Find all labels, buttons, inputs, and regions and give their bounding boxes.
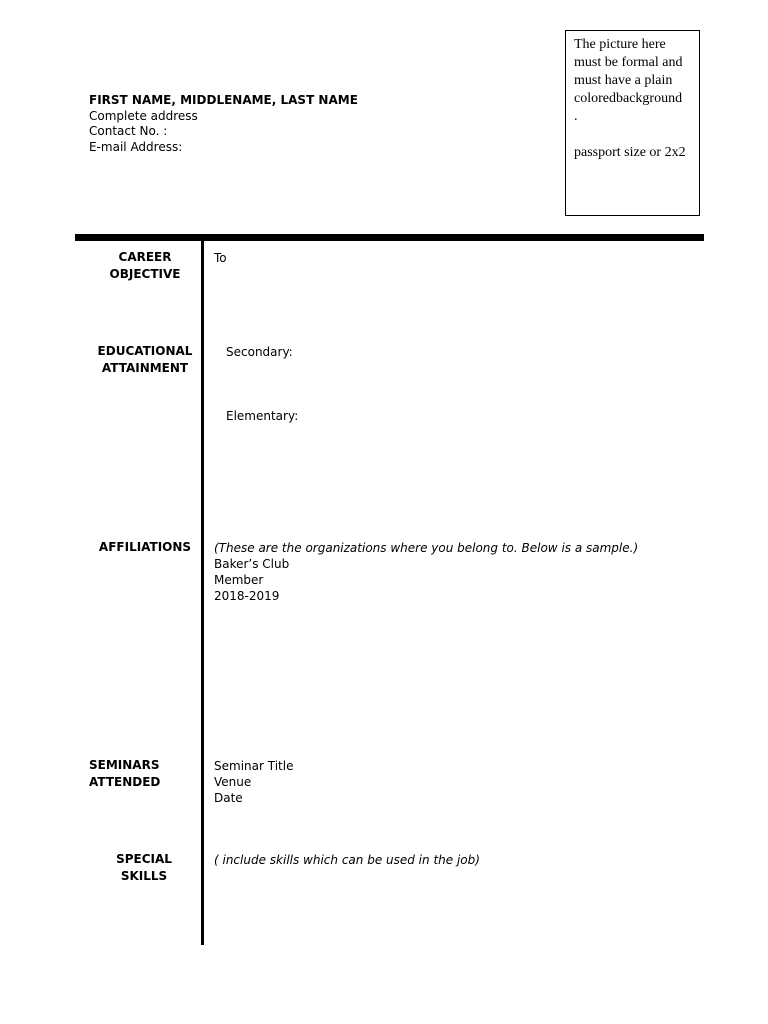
educational-attainment-label: EDUCATIONAL ATTAINMENT [97, 344, 193, 375]
seminar-title: Seminar Title [214, 759, 294, 773]
photo-instructions: The picture here must be formal and must have a plain coloredbackground [574, 37, 683, 106]
affiliation-organization: Baker’s Club [214, 557, 290, 571]
affiliations-label: AFFILIATIONS [98, 540, 192, 554]
seminar-date: Date [214, 791, 243, 805]
elementary-education: Elementary: [226, 409, 299, 423]
seminars-label: SEMINARS ATTENDED [89, 758, 161, 789]
photo-placeholder [565, 30, 700, 216]
photo-instructions-dot: . [574, 109, 578, 124]
special-skills-label: SPECIAL SKILLS [116, 852, 172, 883]
affiliation-years: 2018-2019 [214, 589, 280, 603]
address: Complete address [89, 108, 198, 123]
affiliation-role: Member [214, 573, 264, 587]
skills-note: ( include skills which can be used in the job) [214, 853, 480, 867]
photo-size-note: passport size or 2x2 [574, 145, 686, 160]
header-divider [75, 234, 704, 241]
secondary-education: Secondary: [226, 345, 293, 359]
column-divider [201, 234, 204, 945]
contact-number: Contact No. : [89, 124, 168, 138]
seminars-content [214, 758, 293, 806]
full-name: FIRST NAME, MIDDLENAME, LAST NAME [89, 93, 358, 107]
special-skills-content [214, 852, 480, 868]
career-objective-content: To [214, 251, 227, 265]
personal-info [89, 93, 358, 155]
affiliations-content [214, 540, 638, 604]
email-address: E-mail Address: [89, 139, 183, 154]
affiliations-note: (These are the organizations where you belong to. Below is a sample.) [214, 541, 639, 555]
seminar-venue: Venue [214, 775, 252, 789]
career-objective-label: CAREER OBJECTIVE [109, 250, 181, 281]
